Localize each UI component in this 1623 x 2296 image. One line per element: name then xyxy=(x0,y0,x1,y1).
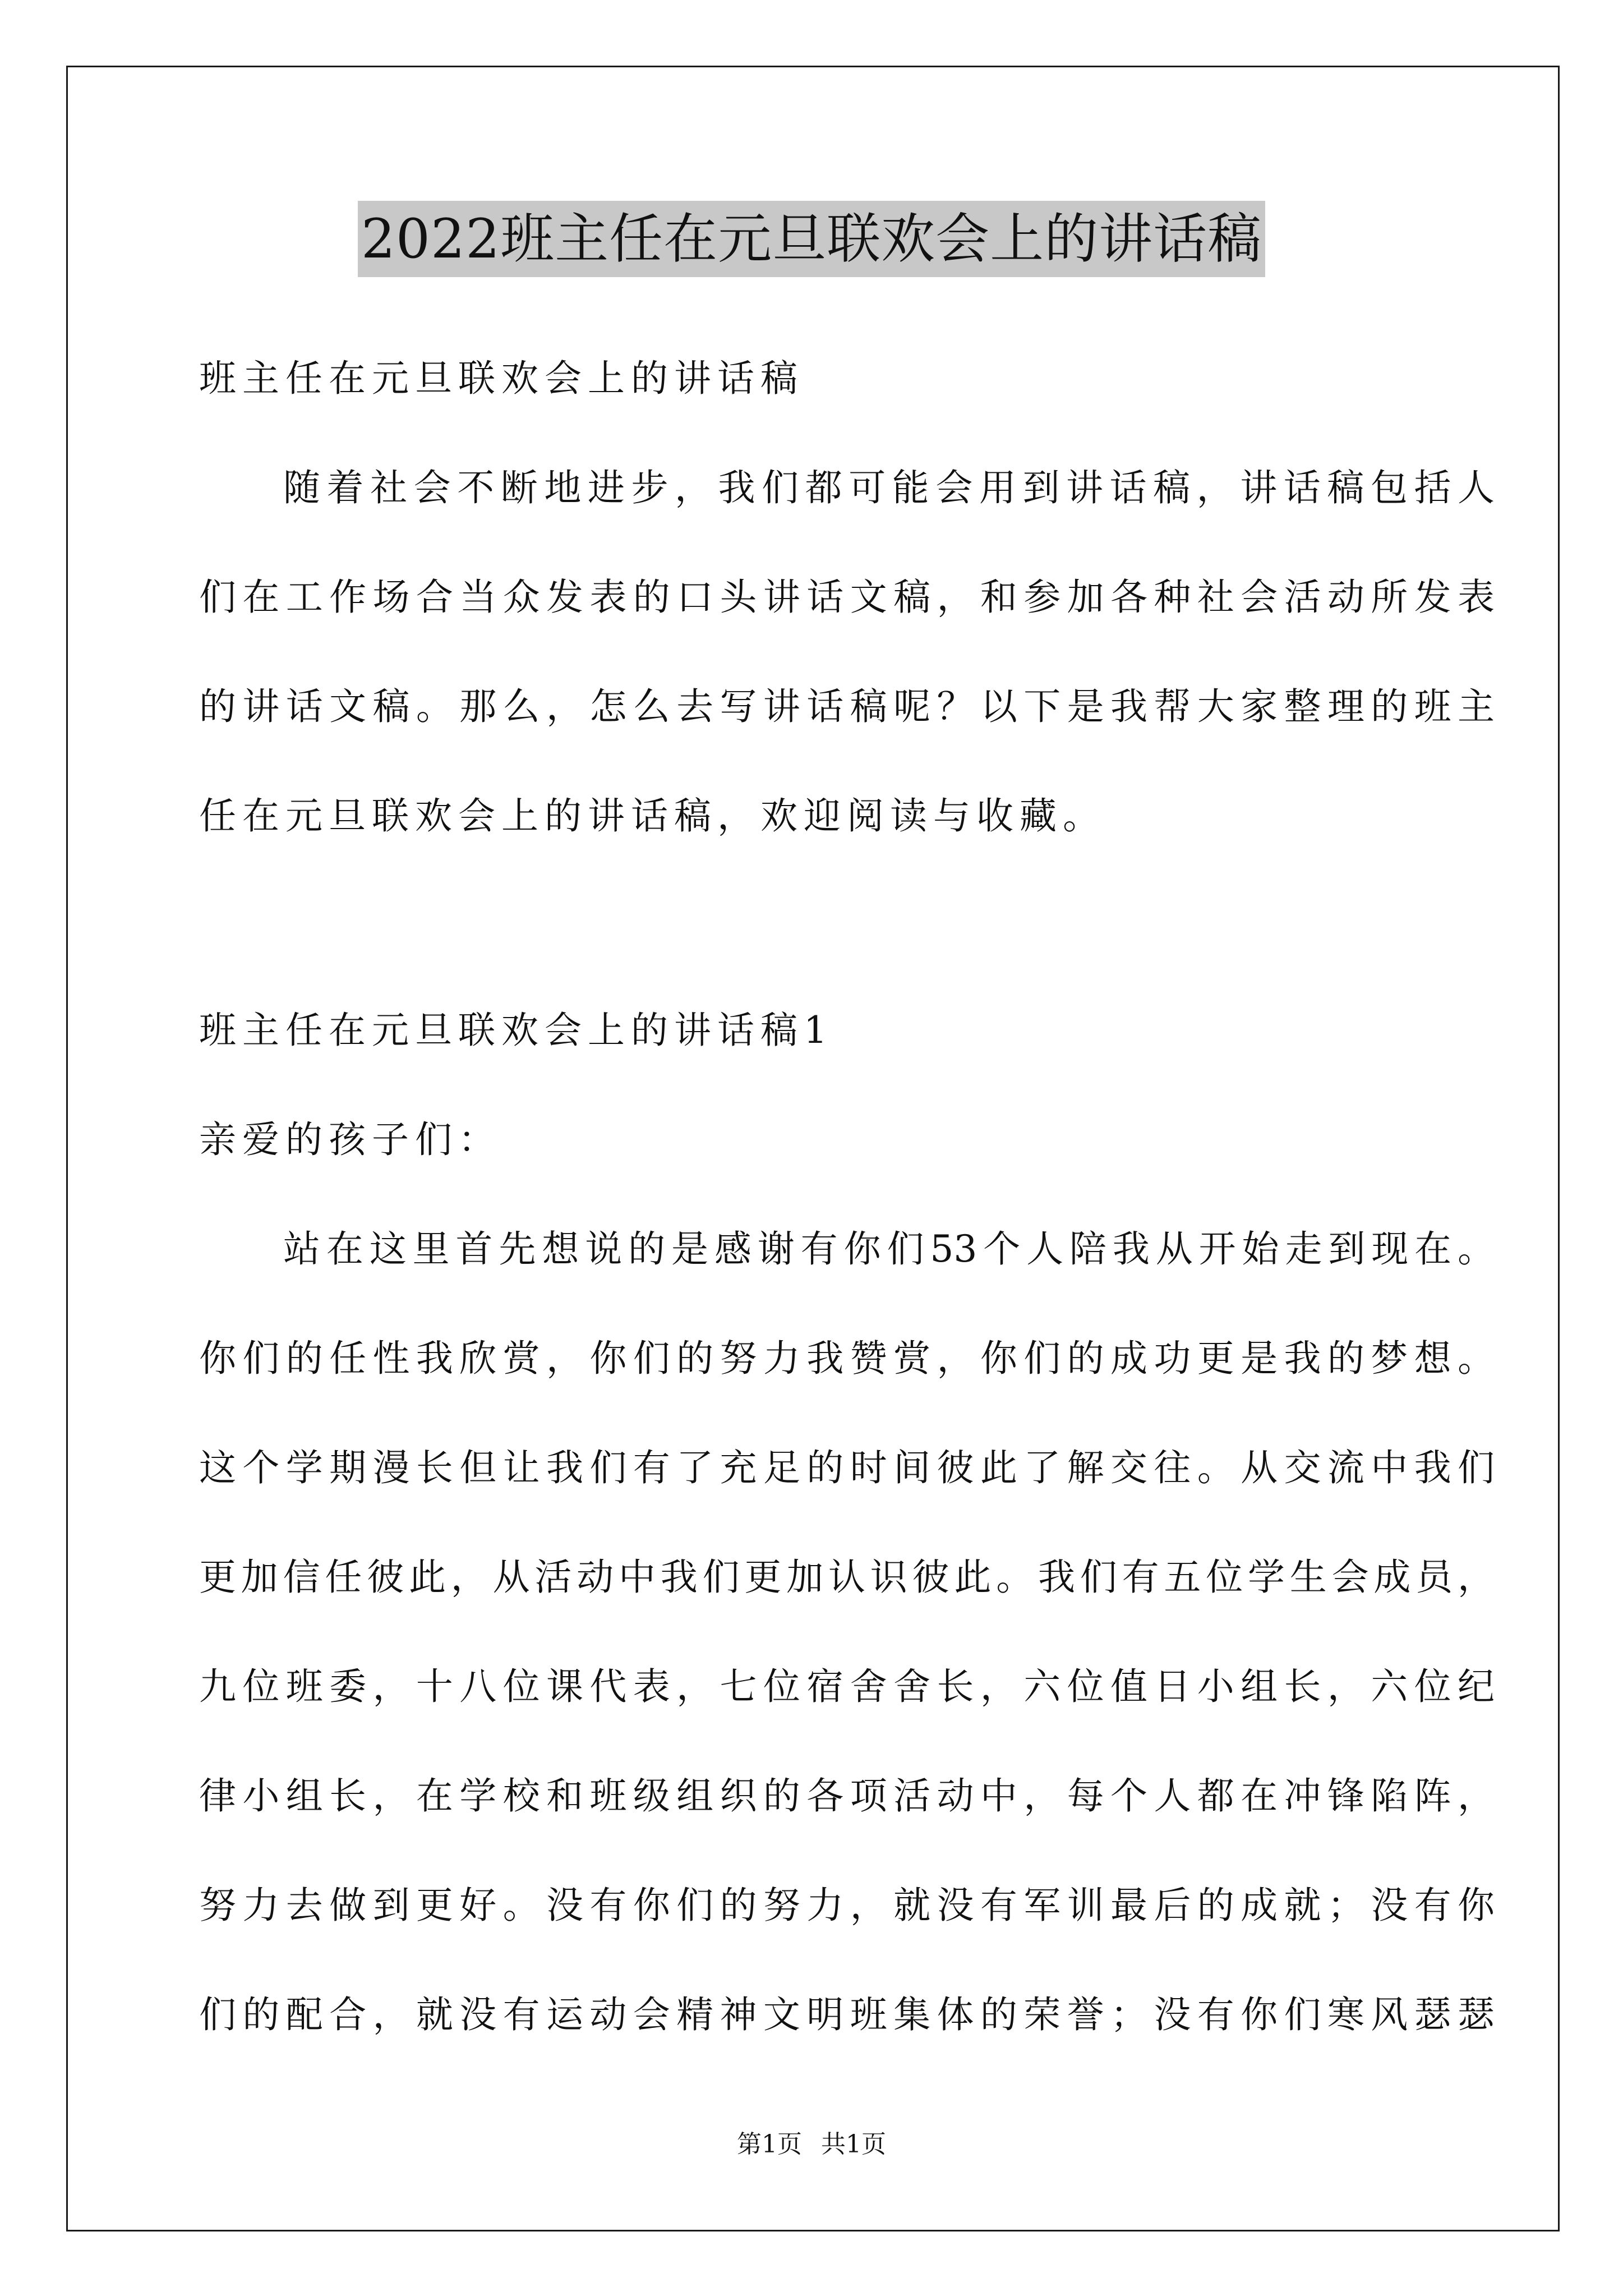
intro-line: 的讲话文稿。那么，怎么去写讲话稿呢？以下是我帮大家整理的班主 xyxy=(199,685,1495,728)
body-line: 律小组长，在学校和班级组织的各项活动中，每个人都在冲锋陷阵， xyxy=(199,1774,1495,1818)
page-number: 第1页 共1页 xyxy=(737,2130,886,2159)
body-line: 你们的任性我欣赏，你们的努力我赞赏，你们的成功更是我的梦想。 xyxy=(199,1337,1495,1380)
body-line: 努力去做到更好。没有你们的努力，就没有军训最后的成就；没有你 xyxy=(199,1884,1495,1927)
document-subtitle: 班主任在元旦联欢会上的讲话稿 xyxy=(199,357,804,400)
intro-line: 们在工作场合当众发表的口头讲话文稿，和参加各种社会活动所发表 xyxy=(199,576,1495,619)
body-line: 们的配合，就没有运动会精神文明班集体的荣誉；没有你们寒风瑟瑟 xyxy=(199,1993,1495,2036)
body-line: 九位班委，十八位课代表，七位宿舍舍长，六位值日小组长，六位纪 xyxy=(199,1665,1495,1708)
body-line: 站在这里首先想说的是感谢有你们53个人陪我从开始走到现在。 xyxy=(283,1227,1495,1271)
greeting: 亲爱的孩子们： xyxy=(199,1118,501,1161)
intro-line: 任在元旦联欢会上的讲话稿，欢迎阅读与收藏。 xyxy=(199,794,1106,838)
section-heading: 班主任在元旦联欢会上的讲话稿1 xyxy=(199,1009,833,1052)
document-title: 2022班主任在元旦联欢会上的讲话稿 xyxy=(358,201,1265,277)
title-container xyxy=(0,201,1623,277)
intro-line: 随着社会不断地进步，我们都可能会用到讲话稿，讲话稿包括人 xyxy=(283,466,1495,509)
body-line: 更加信任彼此，从活动中我们更加认识彼此。我们有五位学生会成员， xyxy=(199,1556,1495,1599)
body-line: 这个学期漫长但让我们有了充足的时间彼此了解交往。从交流中我们 xyxy=(199,1446,1495,1489)
